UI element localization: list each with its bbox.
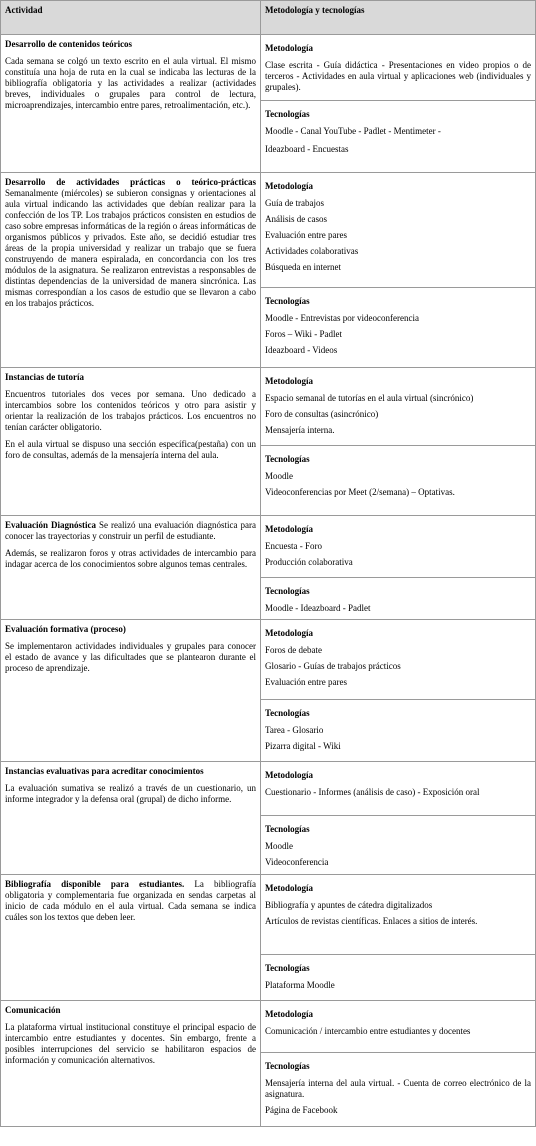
metodologia-cell bbox=[261, 516, 536, 578]
tecnologias-cell bbox=[261, 446, 536, 516]
metodologia-label: Metodología bbox=[265, 1009, 313, 1019]
tecnologias-item: Ideazboard - Videos bbox=[265, 345, 338, 355]
header-metodologia-tecnologias: Metodología y tecnologías bbox=[261, 1, 536, 35]
tecnologias-label: Tecnologías bbox=[265, 586, 310, 596]
metodologia-item: Bibliografía y apuntes de cátedra digitalizados bbox=[265, 900, 433, 910]
table-row bbox=[1, 1001, 536, 1053]
metodologia-item: Evaluación entre pares bbox=[265, 230, 347, 240]
metodologia-label: Metodología bbox=[265, 524, 313, 534]
activity-description: Encuentros tutoriales dos veces por semana. Uno dedicado a intercambios sobre los contenidos teóricos y otro para asistir y orientar la realización de los trabajos prácticos. Los encuentros no tenían carácter obligatorio. bbox=[5, 389, 256, 432]
table-row bbox=[1, 516, 536, 578]
tecnologias-label: Tecnologías bbox=[265, 824, 310, 834]
table-row bbox=[1, 35, 536, 101]
metodologia-item: Clase escrita - Guía didáctica - Presentaciones en video propios o de terceros - Actividades en aula virtual y aplicaciones web (individuales y grupales). bbox=[265, 60, 531, 92]
metodologia-item: Cuestionario - Informes (análisis de caso) - Exposición oral bbox=[265, 787, 480, 797]
activity-description: La bibliografía obligatoria y complementaria fue organizada en sendas carpetas al inicio de cada módulo en el aula virtual. Cada semana se indica cuáles son los textos que deben leer. bbox=[5, 879, 256, 922]
activity-title: Comunicación bbox=[5, 1005, 61, 1015]
activity-description: La plataforma virtual institucional constituye el principal espacio de intercambio entre estudiantes y docentes. Sin embargo, frente a posibles interrupciones del servicio se habilitaron espacios de información y comunicación alternativos. bbox=[5, 1022, 256, 1065]
tecnologias-cell bbox=[261, 955, 536, 1001]
activity-cell bbox=[1, 620, 261, 762]
table-row bbox=[1, 368, 536, 446]
metodologia-item: Guía de trabajos bbox=[265, 198, 324, 208]
activity-cell bbox=[1, 516, 261, 620]
metodologia-item: Foros de debate bbox=[265, 645, 322, 655]
tecnologias-item: Videoconferencias por Meet (2/semana) – Optativas. bbox=[265, 487, 455, 497]
metodologia-cell bbox=[261, 1001, 536, 1053]
tecnologias-item: Moodle - Canal YouTube - Padlet - Mentimeter - bbox=[265, 126, 441, 136]
activity-description: Semanalmente (miércoles) se subieron consignas y orientaciones al aula virtual indicando las actividades que debían realizar para la confección de los TP. Los trabajos prácticos consisten en estudios de caso sobre empresas informáticas de la región o áreas informáticas de organismos públicos y privados. Este año, se decidió estudiar tres áreas de la propia universidad y realizar un trabajo que se fuera construyendo de manera espiralada, en concordancia con los tres módulos de la asignatura. Se realizaron entrevistas a responsables de distintas dependencias de la universidad de manera sincrónica. Las mismas correspondían a los casos de estudio que se llevaron a cabo en los trabajos prácticos. bbox=[5, 188, 256, 308]
tecnologias-item: Videoconferencia bbox=[265, 857, 329, 867]
metodologia-label: Metodología bbox=[265, 376, 313, 386]
metodologia-label: Metodología bbox=[265, 181, 313, 191]
tecnologias-label: Tecnologías bbox=[265, 708, 310, 718]
tecnologias-label: Tecnologías bbox=[265, 109, 310, 119]
activity-cell bbox=[1, 762, 261, 875]
metodologia-cell bbox=[261, 875, 536, 955]
metodologia-item: Actividades colaborativas bbox=[265, 246, 359, 256]
tecnologias-label: Tecnologías bbox=[265, 454, 310, 464]
metodologia-item: Evaluación entre pares bbox=[265, 677, 347, 687]
metodologia-item: Artículos de revistas científicas. Enlaces a sitios de interés. bbox=[265, 916, 478, 926]
tecnologias-item: Foros – Wiki - Padlet bbox=[265, 329, 342, 339]
metodologia-cell bbox=[261, 368, 536, 446]
metodologia-item: Búsqueda en internet bbox=[265, 262, 341, 272]
tecnologias-item: Moodle bbox=[265, 841, 293, 851]
table-row bbox=[1, 762, 536, 816]
activity-title: Instancias evaluativas para acreditar conocimientos bbox=[5, 766, 204, 776]
metodologia-item: Producción colaborativa bbox=[265, 557, 353, 567]
tecnologias-item: Ideazboard - Encuestas bbox=[265, 144, 349, 154]
activity-cell bbox=[1, 35, 261, 173]
tecnologias-cell bbox=[261, 288, 536, 368]
metodologia-item: Glosario - Guías de trabajos prácticos bbox=[265, 661, 401, 671]
activity-cell bbox=[1, 368, 261, 516]
table-header-row bbox=[1, 1, 536, 35]
tecnologias-item: Pizarra digital - Wiki bbox=[265, 741, 341, 751]
metodologia-cell bbox=[261, 620, 536, 700]
tecnologias-cell bbox=[261, 101, 536, 173]
tecnologias-item: Moodle bbox=[265, 471, 293, 481]
header-actividad: Actividad bbox=[1, 1, 261, 35]
tecnologias-item: Moodle - Ideazboard - Padlet bbox=[265, 603, 371, 613]
tecnologias-item: Mensajería interna del aula virtual. - Cuenta de correo electrónico de la asignatura. bbox=[265, 1078, 531, 1099]
tecnologias-label: Tecnologías bbox=[265, 296, 310, 306]
activity-title: Instancias de tutoría bbox=[5, 372, 85, 382]
tecnologias-cell bbox=[261, 700, 536, 762]
table-row bbox=[1, 620, 536, 700]
tecnologias-cell bbox=[261, 578, 536, 620]
activity-title: Evaluación Diagnóstica bbox=[5, 520, 97, 530]
metodologia-label: Metodología bbox=[265, 770, 313, 780]
activity-title: Desarrollo de contenidos teóricos bbox=[5, 39, 133, 49]
tecnologias-cell bbox=[261, 1053, 536, 1127]
activity-description: Se implementaron actividades individuales y grupales para conocer el estado de avance y las dificultades que se plantearon durante el proceso de aprendizaje. bbox=[5, 641, 256, 673]
activity-title: Bibliografía disponible para estudiantes. bbox=[5, 879, 185, 889]
metodologia-label: Metodología bbox=[265, 628, 313, 638]
metodologia-item: Foro de consultas (asincrónico) bbox=[265, 409, 379, 419]
metodologia-item: Encuesta - Foro bbox=[265, 541, 322, 551]
activity-title: Desarrollo de actividades prácticas o teórico-prácticas bbox=[5, 177, 256, 187]
metodologia-item: Análisis de casos bbox=[265, 214, 327, 224]
activity-cell bbox=[1, 875, 261, 1001]
activity-description: Cada semana se colgó un texto escrito en el aula virtual. El mismo constituía una hoja de ruta en la cual se indicaba las lecturas de la bibliografía obligatoria y las actividades a realizar (actividades breves, individuales o grupales para control de lectura, microaprendizajes, intercambio entre pares, retroalimentación, etc.). bbox=[5, 56, 256, 110]
metodologia-item: Comunicación / intercambio entre estudiantes y docentes bbox=[265, 1026, 471, 1036]
metodologia-cell bbox=[261, 762, 536, 816]
activity-description: La evaluación sumativa se realizó a través de un cuestionario, un informe integrador y la defensa oral (grupal) de dicho informe. bbox=[5, 783, 256, 804]
activity-title: Evaluación formativa (proceso) bbox=[5, 624, 126, 634]
tecnologias-item: Plataforma Moodle bbox=[265, 980, 335, 990]
activity-cell bbox=[1, 1001, 261, 1127]
tecnologias-item: Página de Facebook bbox=[265, 1105, 338, 1115]
activity-description-2: En el aula virtual se dispuso una sección específica(pestaña) con un foro de consultas, además de la mensajería interna del aula. bbox=[5, 439, 256, 460]
metodologia-cell bbox=[261, 35, 536, 101]
table-row bbox=[1, 173, 536, 288]
metodologia-cell bbox=[261, 173, 536, 288]
activity-cell bbox=[1, 173, 261, 368]
metodologia-label: Metodología bbox=[265, 43, 313, 53]
tecnologias-item: Moodle - Entrevistas por videoconferencia bbox=[265, 313, 419, 323]
tecnologias-label: Tecnologías bbox=[265, 1061, 310, 1071]
tecnologias-label: Tecnologías bbox=[265, 963, 310, 973]
tecnologias-item: Tarea - Glosario bbox=[265, 725, 324, 735]
tecnologias-cell bbox=[261, 816, 536, 875]
metodologia-item: Espacio semanal de tutorías en el aula virtual (sincrónico) bbox=[265, 393, 474, 403]
metodologia-label: Metodología bbox=[265, 883, 313, 893]
metodologia-item: Mensajería interna. bbox=[265, 425, 335, 435]
table-row bbox=[1, 875, 536, 955]
activity-description: Se realizó una evaluación diagnóstica para conocer las trayectorias y construir un perfil de estudiante. bbox=[5, 520, 257, 541]
activity-description-2: Además, se realizaron foros y otras actividades de intercambio para indagar acerca de los conocimientos sobre algunos temas centrales. bbox=[5, 548, 256, 569]
